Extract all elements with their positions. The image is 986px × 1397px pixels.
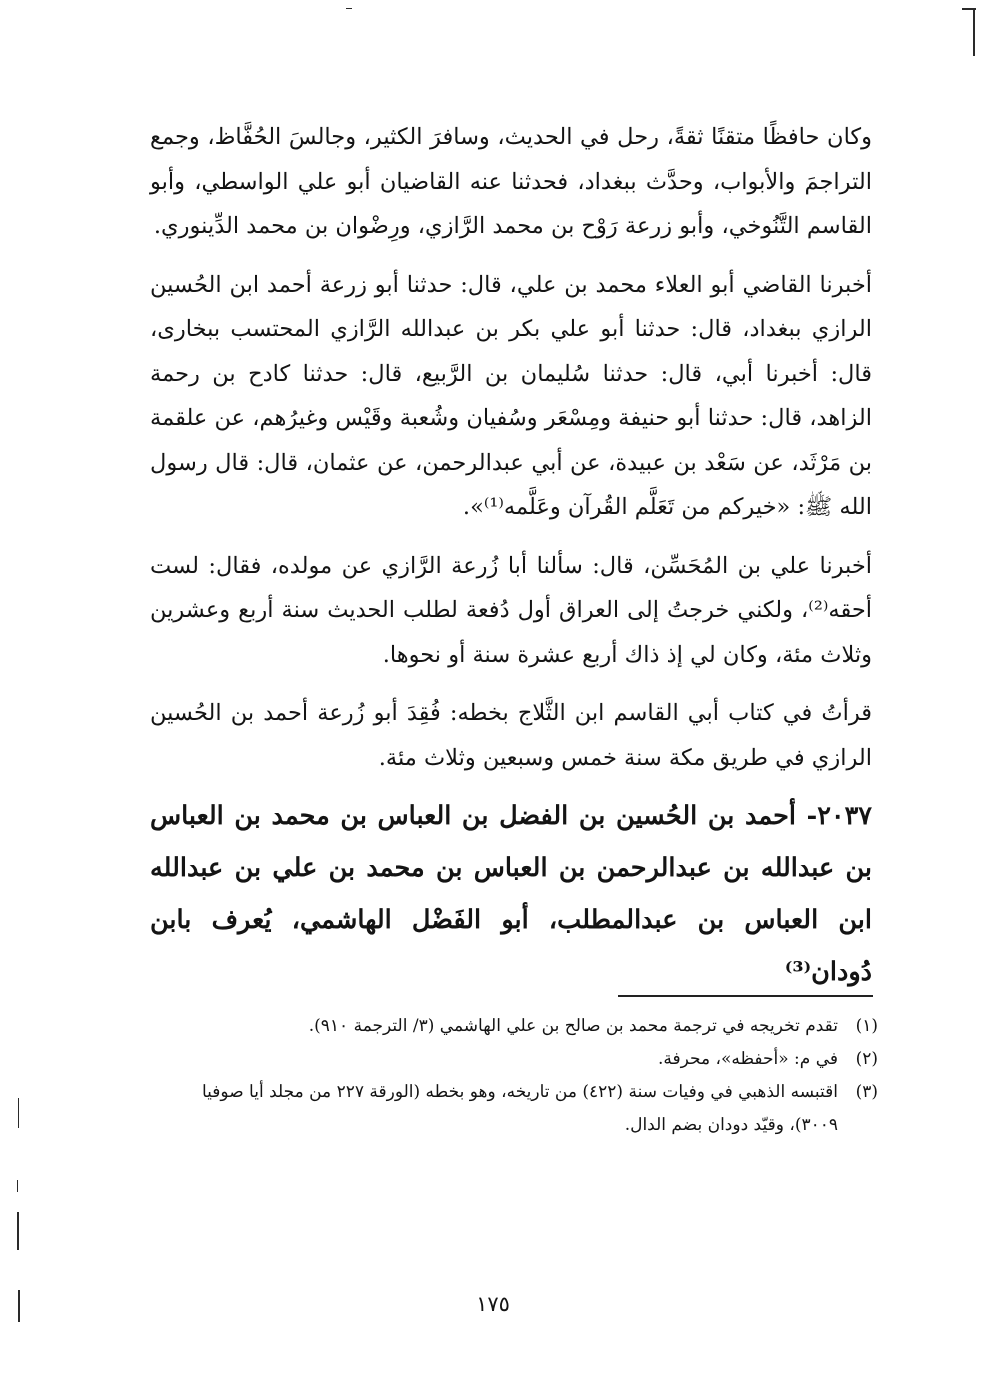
scan-mark-left-2 <box>17 1180 18 1192</box>
footnote-number: (٣) <box>855 1082 878 1102</box>
footnote-text: اقتبسه الذهبي في وفيات سنة (٤٢٢) من تاريخه، وهو بخطه (الورقة ٢٢٧ من مجلد أيا صوفيا ٣٠٠٩)، وقيّد دودان بضم الدال. <box>201 1082 838 1135</box>
paragraph-birth-report: أخبرنا علي بن المُحَسِّن، قال: سألنا أبا زُرعة الرَّازي عن مولده، فقال: لست أحقه⁽²⁾، ولكني خرجتُ إلى العراق أول دُفعة لطلب الحديث سنة أربع وعشرين وثلاث مئة، وكان لي إذ ذاك أربع عشرة سنة أو نحوها. <box>150 552 872 668</box>
entry-number: ٢٠٣٧- <box>806 801 872 831</box>
page-number: ١٧٥ <box>476 1292 510 1316</box>
footnote <box>150 1010 878 1043</box>
paragraph-death-report: قرأتُ في كتاب أبي القاسم ابن الثَّلاج بخطه: فُقِدَ أبو زُرعة أحمد بن الحُسين الرازي في طريق مكة سنة خمس وسبعين وثلاث مئة. <box>150 700 872 771</box>
entry-heading <box>150 790 872 998</box>
scan-mark-top-right-horizontal <box>962 8 976 10</box>
paragraph-biography: وكان حافظًا متقنًا ثقةً، رحل في الحديث، وسافرَ الكثير، وجالسَ الحُفَّاظ، وجمع التراجمَ والأبواب، وحدَّث ببغداد، فحدثنا عنه القاضيان أبو علي الواسطي، وأبو القاسم التَّنُوخي، وأبو زرعة رَوْح بن محمد الرَّازي، ورِضْوان بن محمد الدِّينوري. <box>150 124 872 239</box>
page-body <box>150 115 872 998</box>
footnote-number: (١) <box>855 1016 878 1036</box>
footnote <box>150 1043 878 1076</box>
footnote-text: تقدم تخريجه في ترجمة محمد بن صالح بن علي الهاشمي (٣/ الترجمة ٩١٠). <box>308 1016 838 1036</box>
scan-mark-top-dot <box>346 8 352 9</box>
entry-heading-text: أحمد بن الحُسين بن الفضل بن العباس بن محمد بن العباس بن عبدالله بن عبدالرحمن بن العباس بن محمد بن علي بن عبدالله ابن العباس بن عبدالمطلب، أبو الفَضْل الهاشمي، يُعرف بابن دُودان⁽³⁾ <box>150 801 872 987</box>
footnote <box>150 1076 878 1142</box>
footnote-text: في م: «أحفظه»، محرفة. <box>657 1049 838 1069</box>
footnote-divider <box>618 995 873 997</box>
footnote-number: (٢) <box>855 1049 878 1069</box>
scan-mark-left-1 <box>18 1098 19 1128</box>
scan-mark-top-right-vertical <box>973 8 975 56</box>
scan-mark-left-3 <box>17 1212 19 1250</box>
footnotes <box>150 1010 878 1142</box>
paragraph-hadith-chain: أخبرنا القاضي أبو العلاء محمد بن علي، قال: حدثنا أبو زرعة أحمد ابن الحُسين الرازي ببغداد، قال: حدثنا أبو علي بكر بن عبدالله الرَّازي المحتسب ببخارى، قال: أخبرنا أبي، قال: حدثنا سُليمان بن الرَّبيع، قال: حدثنا كادح بن رحمة الزاهد، قال: حدثنا أبو حنيفة ومِسْعَر وسُفيان وشُعبة وقَيْس وغيرُهم، عن علقمة بن مَرْثَد، عن سَعْد بن عبيدة، عن أبي عبدالرحمن، عن عثمان، قال: قال رسول الله ﷺ: «خيركم من تَعَلَّم القُرآن وعَلَّمه⁽¹⁾». <box>150 271 872 520</box>
